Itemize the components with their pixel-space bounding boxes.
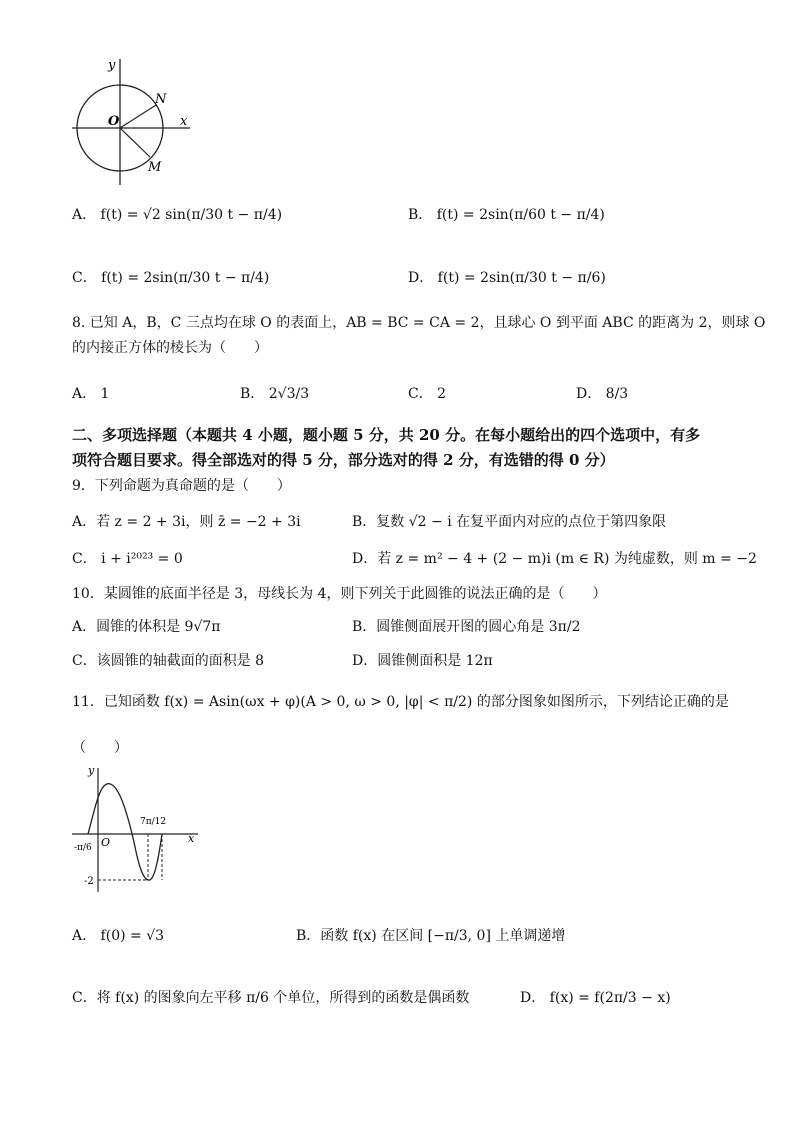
q11-paren: （ ） <box>72 740 128 756</box>
q11-option-a: A． f(0) = √3 <box>72 928 165 944</box>
q7-option-d: D． f(t) = 2sin(π/30 t − π/6) <box>408 270 606 286</box>
sine-graph-figure <box>68 762 208 897</box>
q11-option-c: C．将 f(x) 的图象向左平移 π/6 个单位，所得到的函数是偶函数 <box>72 990 470 1006</box>
q8-stem-line1: 8. 已知 A，B，C 三点均在球 O 的表面上，AB = BC = CA = 2，且球心 O 到平面 ABC 的距离为 2，则球 O <box>72 315 766 331</box>
point-n-label: N <box>155 92 167 107</box>
q8-stem-line2: 的内接正方体的棱长为（ ） <box>72 340 268 356</box>
origin-label: O <box>101 836 111 849</box>
q11-stem: 11．已知函数 f(x) = Asin(ωx + φ)(A > 0, ω > 0, |φ| < π/2) 的部分图象如图所示，下列结论正确的是 <box>72 694 729 710</box>
q7-option-b: B． f(t) = 2sin(π/60 t − π/4) <box>408 207 605 223</box>
origin-label: O <box>108 114 120 129</box>
y-label: y <box>88 764 95 777</box>
ray-om <box>120 128 150 157</box>
q10-option-a: A．圆锥的体积是 9√7π <box>72 619 221 635</box>
ray-on <box>120 105 156 128</box>
q10-option-b: B．圆锥侧面展开图的圆心角是 3π/2 <box>352 619 581 635</box>
y-label: y <box>108 58 116 73</box>
q8-option-b: B． 2√3/3 <box>240 386 310 402</box>
q10-stem: 10．某圆锥的底面半径是 3，母线长为 4，则下列关于此圆锥的说法正确的是（ ） <box>72 586 607 602</box>
sine-curve <box>88 784 162 880</box>
q9-option-d: D．若 z = m² − 4 + (2 − m)i (m ∈ R) 为纯虚数，则 m = −2 <box>352 551 757 567</box>
q10-option-d: D．圆锥侧面积是 12π <box>352 653 493 669</box>
q10-option-c: C．该圆锥的轴截面的面积是 8 <box>72 653 265 669</box>
point-m-label: M <box>148 160 162 175</box>
q7-option-a: A． f(t) = √2 sin(π/30 t − π/4) <box>72 207 283 223</box>
circle-figure <box>68 55 198 190</box>
q8-option-d: D． 8/3 <box>576 386 629 402</box>
section2-heading-line2: 项符合题目要求。得全部选对的得 5 分，部分选对的得 2 分，有选错的得 0 分） <box>72 451 615 469</box>
q9-option-c: C． i + i²⁰²³ = 0 <box>72 551 183 567</box>
q8-option-a: A． 1 <box>72 386 110 402</box>
q9-option-a: A．若 z = 2 + 3i，则 z̄ = −2 + 3i <box>72 514 301 530</box>
right-tick-label: 7π/12 <box>140 817 167 827</box>
left-tick-label: -π/6 <box>74 843 92 853</box>
section2-heading-line1: 二、多项选择题（本题共 4 小题，题小题 5 分，共 20 分。在每小题给出的四个选项中，有多 <box>72 426 701 444</box>
q9-stem: 9．下列命题为真命题的是（ ） <box>72 478 291 494</box>
q7-option-c: C． f(t) = 2sin(π/30 t − π/4) <box>72 270 270 286</box>
q11-option-d: D． f(x) = f(2π/3 − x) <box>520 990 671 1006</box>
x-label: x <box>188 832 195 845</box>
x-label: x <box>180 114 188 129</box>
min-value-label: -2 <box>84 876 94 887</box>
q11-option-b: B．函数 f(x) 在区间 [−π/3, 0] 上单调递增 <box>296 928 566 944</box>
q8-option-c: C． 2 <box>408 386 447 402</box>
q9-option-b: B．复数 √2 − i 在复平面内对应的点位于第四象限 <box>352 514 667 530</box>
